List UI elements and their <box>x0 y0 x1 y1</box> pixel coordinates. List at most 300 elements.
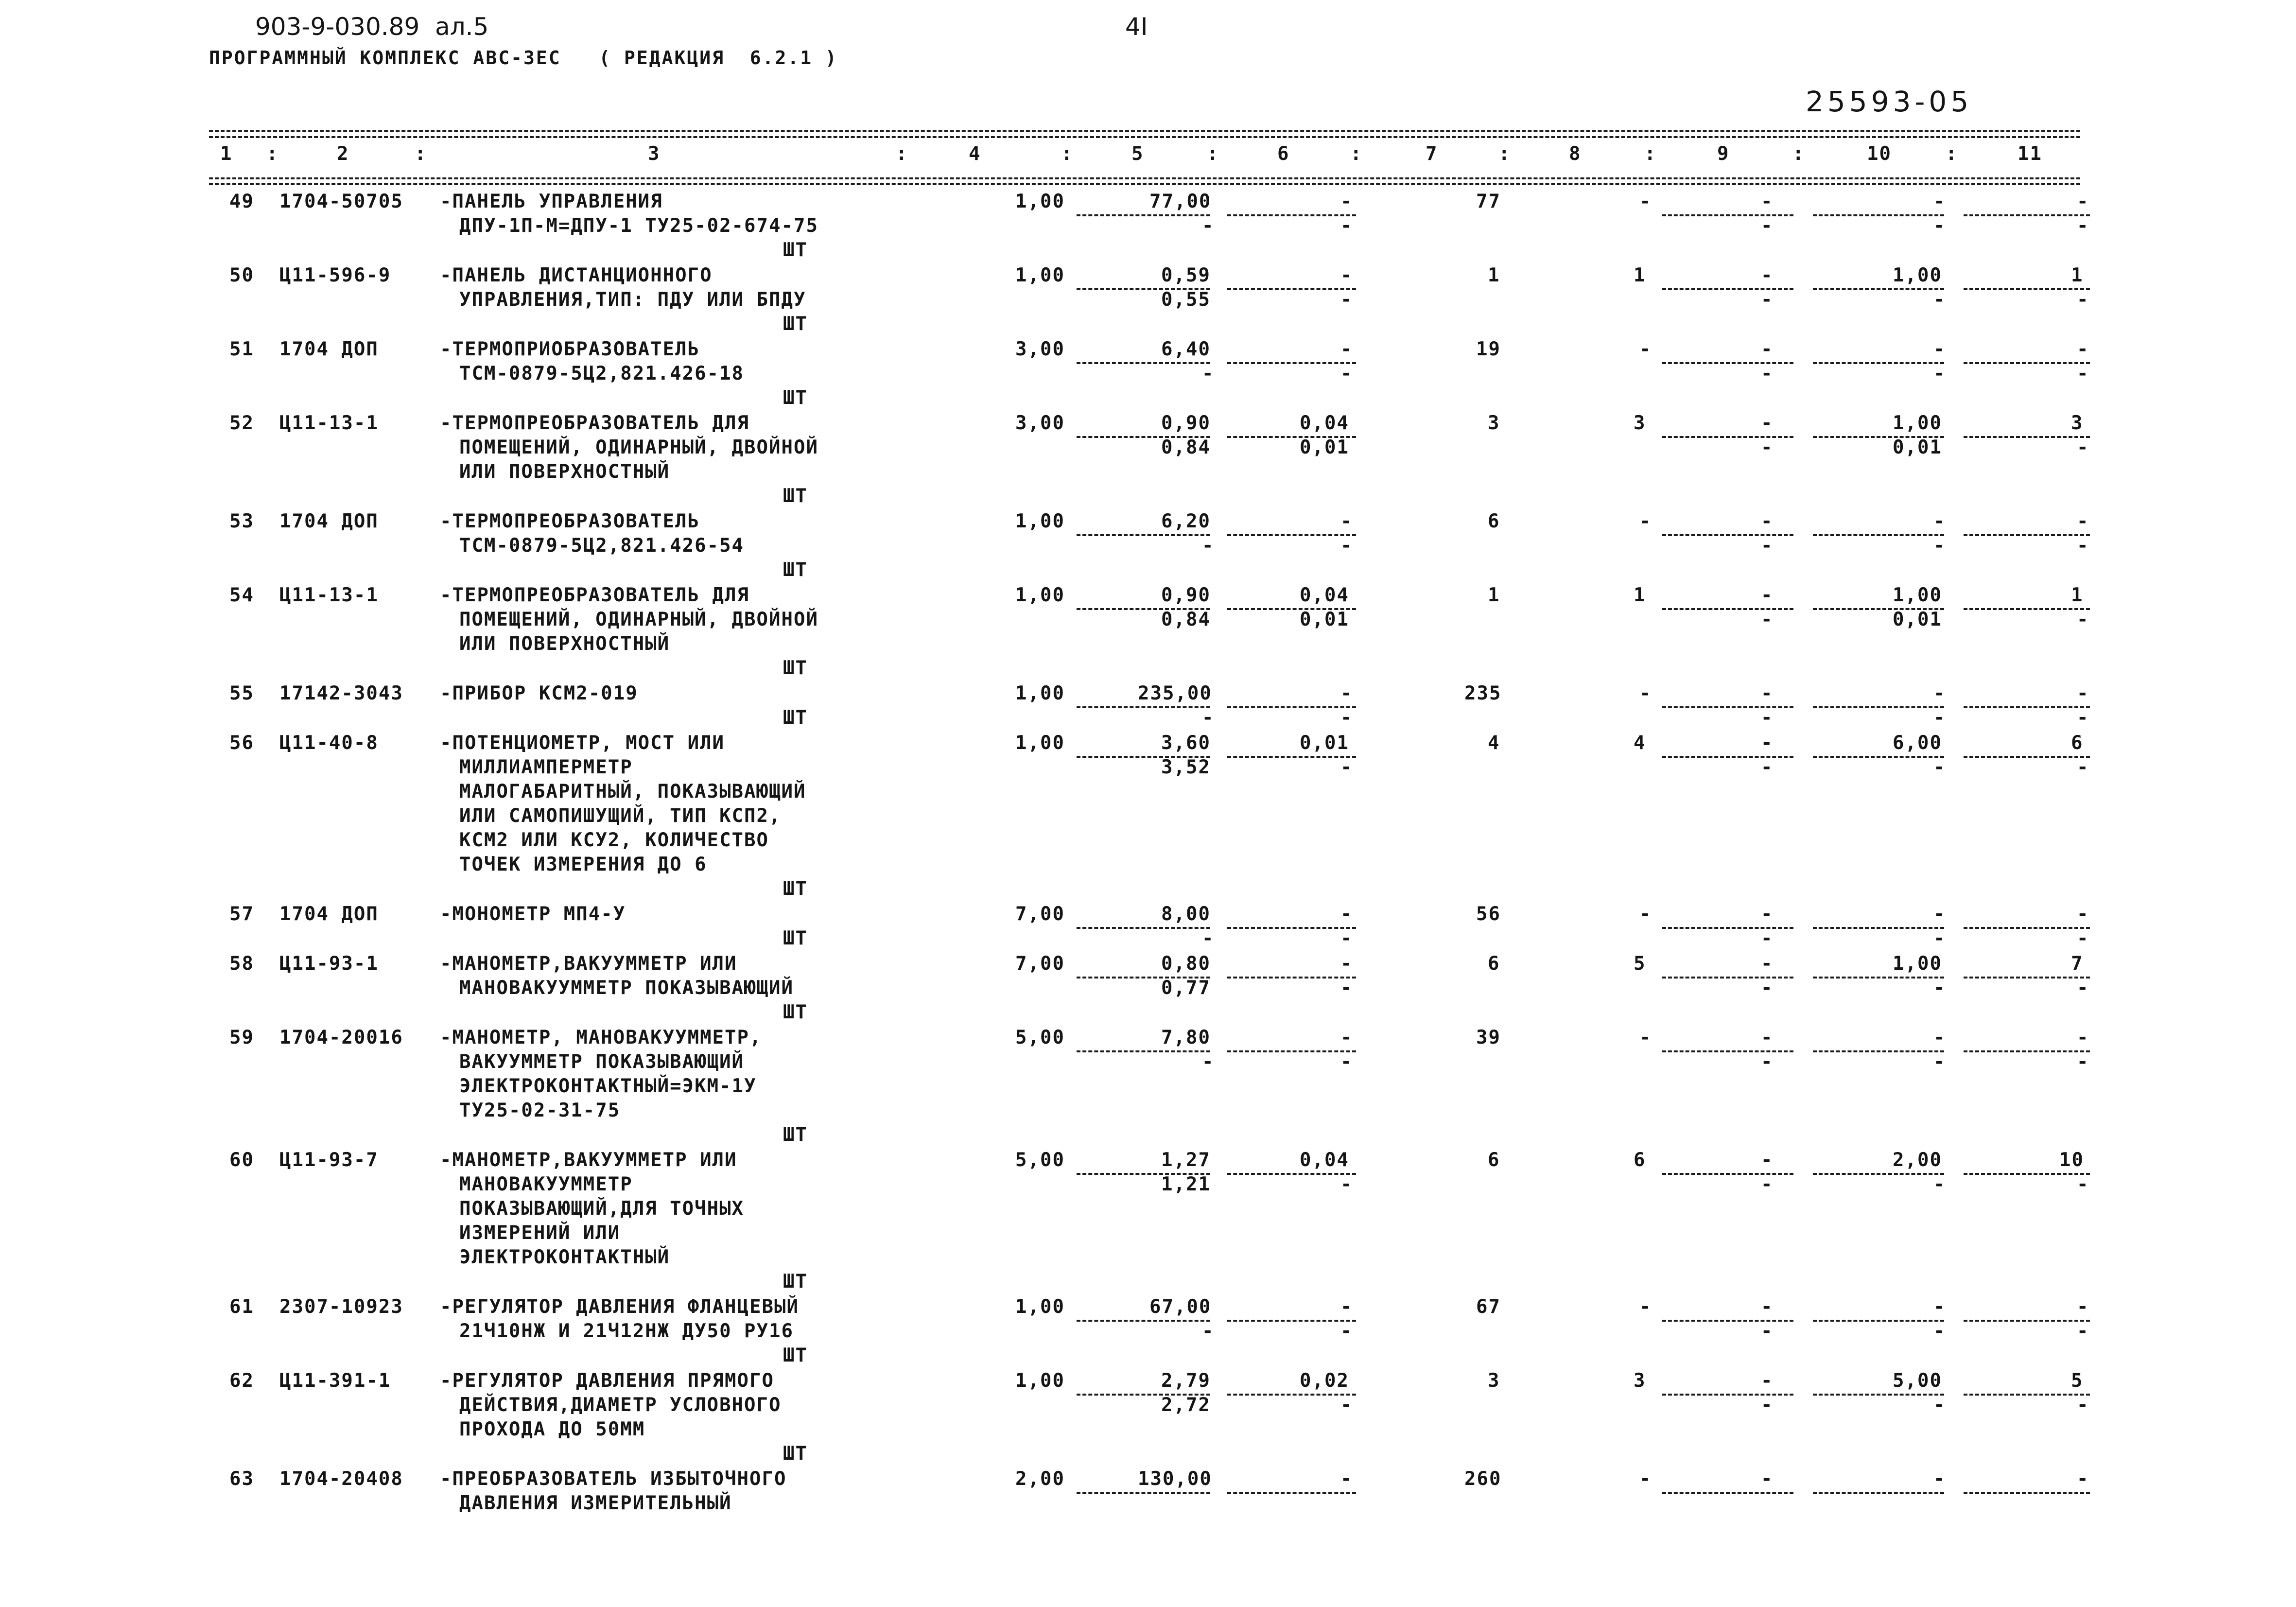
header-rule-top-2 <box>209 136 2080 138</box>
cell-col6: 0,04 <box>1300 584 1349 606</box>
cell-col5: 7,80 <box>1161 1027 1211 1048</box>
cell-col6: - <box>1340 903 1353 925</box>
cell-col5-second: 3,52 <box>1161 756 1211 778</box>
row-unit: ШТ <box>783 707 808 729</box>
cell-col5: 235,00 <box>1138 682 1212 704</box>
cell-col6-second: - <box>1340 1320 1353 1342</box>
row-description: -ПРИБОР КСМ2-019 <box>440 682 638 704</box>
cell-col5-second: - <box>1202 215 1215 237</box>
column-separator: : <box>1350 143 1363 165</box>
cell-col10-second: - <box>1933 927 1946 949</box>
cell-col6-second: 0,01 <box>1300 437 1349 458</box>
cell-col9: - <box>1761 264 1774 286</box>
cell-col9-second: - <box>1761 609 1774 630</box>
cell-col10-second: - <box>1933 363 1946 384</box>
underline-col9 <box>1662 436 1793 438</box>
cell-col4: 1,00 <box>1015 732 1065 754</box>
row-description: ЭЛЕКТРОКОНТАКТНЫЙ <box>459 1246 670 1268</box>
underline-col6 <box>1227 362 1356 364</box>
page-number: 4I <box>1125 13 1148 41</box>
cell-col10: 1,00 <box>1893 584 1942 606</box>
row-description: -МАНОМЕТР,ВАКУУММЕТР ИЛИ <box>440 953 737 975</box>
column-separator: : <box>1498 143 1511 165</box>
underline-col10 <box>1813 927 1944 929</box>
cell-col9: - <box>1761 584 1774 606</box>
row-description: ТОЧЕК ИЗМЕРЕНИЯ ДО 6 <box>459 854 707 875</box>
cell-col11-second: - <box>2077 927 2089 949</box>
row-description: -ПРЕОБРАЗОВАТЕЛЬ ИЗБЫТОЧНОГО <box>440 1468 787 1490</box>
cell-col11: 1 <box>2071 264 2084 286</box>
underline-col11 <box>1964 362 2090 364</box>
column-separator: : <box>266 143 279 165</box>
column-separator: : <box>896 143 908 165</box>
cell-col10: - <box>1933 1027 1946 1048</box>
row-number: 56 <box>229 732 254 754</box>
row-code: Ц11-93-1 <box>279 953 379 975</box>
cell-col9-second: - <box>1761 1394 1774 1416</box>
cell-col5-second: - <box>1202 363 1215 384</box>
row-description: ПРОХОДА ДО 50ММ <box>459 1418 645 1440</box>
cell-col8: 3 <box>1634 1370 1646 1392</box>
cell-col8: - <box>1639 1468 1652 1490</box>
underline-col6 <box>1227 214 1356 216</box>
header-rule-top <box>209 130 2080 132</box>
underline-col10 <box>1813 1320 1944 1322</box>
row-description: ДПУ-1П-М=ДПУ-1 ТУ25-02-674-75 <box>459 215 818 237</box>
column-header-9: 9 <box>1717 143 1730 165</box>
row-description: МИЛЛИАМПЕРМЕТР <box>459 756 633 778</box>
row-description: ИЛИ САМОПИШУЩИЙ, ТИП КСП2, <box>459 805 782 827</box>
row-code: 17142-3043 <box>279 682 403 704</box>
cell-col8: 5 <box>1634 953 1646 975</box>
row-unit: ШТ <box>783 1271 808 1293</box>
underline-col6 <box>1227 1320 1356 1322</box>
underline-col11 <box>1964 977 2090 978</box>
cell-col8: 1 <box>1634 584 1646 606</box>
column-separator: : <box>415 143 427 165</box>
cell-col7: 77 <box>1476 191 1501 212</box>
column-separator: : <box>1644 143 1657 165</box>
cell-col11: - <box>2077 1027 2089 1048</box>
underline-col11 <box>1964 1320 2090 1322</box>
row-description: 21Ч10НЖ И 21Ч12НЖ ДУ50 РУ16 <box>459 1320 794 1342</box>
cell-col7: 1 <box>1488 264 1500 286</box>
cell-col6: - <box>1340 338 1353 360</box>
cell-col10-second: - <box>1933 1320 1946 1342</box>
cell-col5: 0,80 <box>1161 953 1211 975</box>
cell-col5: 2,79 <box>1161 1370 1211 1392</box>
cell-col10: 1,00 <box>1893 264 1942 286</box>
cell-col10: - <box>1933 1296 1946 1318</box>
cell-col11: 6 <box>2071 732 2084 754</box>
cell-col6: 0,04 <box>1300 412 1349 434</box>
row-description: ЭЛЕКТРОКОНТАКТНЫЙ=ЭКМ-1У <box>459 1075 757 1097</box>
cell-col10: 6,00 <box>1893 732 1942 754</box>
cell-col8: - <box>1639 903 1652 925</box>
column-header-5: 5 <box>1131 143 1144 165</box>
cell-col10: - <box>1933 191 1946 212</box>
cell-col11-second: - <box>2077 437 2089 458</box>
cell-col6-second: - <box>1340 1394 1353 1416</box>
row-number: 58 <box>229 953 254 975</box>
cell-col7: 260 <box>1464 1468 1502 1490</box>
cell-col5-second: - <box>1202 1051 1215 1073</box>
cell-col7: 235 <box>1464 682 1502 704</box>
cell-col8: - <box>1639 338 1652 360</box>
cell-col11-second: - <box>2077 1173 2089 1195</box>
cell-col8: - <box>1639 1296 1652 1318</box>
underline-col6 <box>1227 927 1356 929</box>
cell-col9-second: - <box>1761 1173 1774 1195</box>
column-header-2: 2 <box>337 143 349 165</box>
row-unit: ШТ <box>783 878 808 900</box>
cell-col6-second: - <box>1340 707 1353 729</box>
cell-col5: 130,00 <box>1138 1468 1212 1490</box>
cell-col10: - <box>1933 338 1946 360</box>
cell-col11-second: - <box>2077 756 2089 778</box>
cell-col6-second: - <box>1340 977 1353 999</box>
underline-col11 <box>1964 214 2090 216</box>
cell-col4: 1,00 <box>1015 1370 1065 1392</box>
cell-col6: 0,04 <box>1300 1149 1349 1171</box>
cell-col11: - <box>2077 682 2089 704</box>
underline-col9 <box>1662 1394 1793 1396</box>
underline-col5 <box>1077 1320 1210 1322</box>
cell-col11-second: - <box>2077 215 2089 237</box>
row-description: МАНОВАКУУММЕТР <box>459 1173 633 1195</box>
underline-col11 <box>1964 436 2090 438</box>
cell-col11-second: - <box>2077 363 2089 384</box>
row-description: ИЗМЕРЕНИЙ ИЛИ <box>459 1222 621 1244</box>
underline-col5 <box>1077 706 1210 708</box>
cell-col4: 7,00 <box>1015 953 1065 975</box>
underline-col10 <box>1813 1492 1944 1494</box>
cell-col7: 6 <box>1488 510 1500 532</box>
cell-col10-second: - <box>1933 1051 1946 1073</box>
row-description: ТУ25-02-31-75 <box>459 1100 621 1121</box>
underline-col5 <box>1077 1492 1210 1494</box>
cell-col10-second: 0,01 <box>1893 609 1942 630</box>
cell-col4: 1,00 <box>1015 264 1065 286</box>
row-description: ДАВЛЕНИЯ ИЗМЕРИТЕЛЬНЫЙ <box>459 1492 732 1514</box>
cell-col11: - <box>2077 191 2089 212</box>
cell-col9-second: - <box>1761 707 1774 729</box>
row-description: -МАНОМЕТР,ВАКУУММЕТР ИЛИ <box>440 1149 737 1171</box>
cell-col9: - <box>1761 1027 1774 1048</box>
cell-col10-second: - <box>1933 1394 1946 1416</box>
cell-col10: - <box>1933 903 1946 925</box>
row-description: -РЕГУЛЯТОР ДАВЛЕНИЯ ФЛАНЦЕВЫЙ <box>440 1296 799 1318</box>
cell-col5-second: 0,84 <box>1161 437 1211 458</box>
row-description: -ПАНЕЛЬ ДИСТАНЦИОННОГО <box>440 264 713 286</box>
row-description: МАЛОГАБАРИТНЫЙ, ПОКАЗЫВАЮЩИЙ <box>459 781 806 803</box>
underline-col9 <box>1662 927 1793 929</box>
row-number: 54 <box>229 584 254 606</box>
row-code: 1704-20408 <box>279 1468 403 1490</box>
row-unit: ШТ <box>783 1001 808 1023</box>
header-rule-bottom <box>209 177 2080 179</box>
cell-col9: - <box>1761 1468 1774 1490</box>
row-description: -МОНОМЕТР МП4-У <box>440 903 626 925</box>
cell-col11: 7 <box>2071 953 2084 975</box>
cell-col4: 7,00 <box>1015 903 1065 925</box>
cell-col11: - <box>2077 903 2089 925</box>
underline-col9 <box>1662 1050 1793 1052</box>
cell-col9-second: - <box>1761 363 1774 384</box>
row-code: Ц11-93-7 <box>279 1149 379 1171</box>
cell-col6: 0,01 <box>1300 732 1349 754</box>
cell-col5-second: 0,77 <box>1161 977 1211 999</box>
cell-col5: 1,27 <box>1161 1149 1211 1171</box>
cell-col7: 6 <box>1488 953 1500 975</box>
cell-col5: 3,60 <box>1161 732 1211 754</box>
underline-col9 <box>1662 608 1793 610</box>
cell-col5: 6,40 <box>1161 338 1211 360</box>
cell-col9-second: - <box>1761 289 1774 311</box>
cell-col11-second: - <box>2077 609 2089 630</box>
row-code: Ц11-40-8 <box>279 732 379 754</box>
row-code: 1704-20016 <box>279 1027 403 1048</box>
row-description: -ТЕРМОПРЕОБРАЗОВАТЕЛЬ ДЛЯ <box>440 412 749 434</box>
cell-col9: - <box>1761 510 1774 532</box>
row-unit: ШТ <box>783 313 808 335</box>
row-description: -ПАНЕЛЬ УПРАВЛЕНИЯ <box>440 191 663 212</box>
column-header-11: 11 <box>2018 143 2042 165</box>
cell-col10-second: - <box>1933 756 1946 778</box>
row-number: 62 <box>229 1370 254 1392</box>
cell-col9-second: - <box>1761 927 1774 949</box>
cell-col9: - <box>1761 903 1774 925</box>
row-description: ИЛИ ПОВЕРХНОСТНЫЙ <box>459 633 670 655</box>
row-description: ПОМЕЩЕНИЙ, ОДИНАРНЫЙ, ДВОЙНОЙ <box>459 609 818 630</box>
cell-col10: 5,00 <box>1893 1370 1942 1392</box>
underline-col10 <box>1813 977 1944 978</box>
cell-col9: - <box>1761 338 1774 360</box>
cell-col11: - <box>2077 1296 2089 1318</box>
cell-col8: 6 <box>1634 1149 1646 1171</box>
row-number: 59 <box>229 1027 254 1048</box>
row-unit: ШТ <box>783 1345 808 1366</box>
row-description: -ПОТЕНЦИОМЕТР, МОСТ ИЛИ <box>440 732 725 754</box>
underline-col9 <box>1662 288 1793 290</box>
underline-col10 <box>1813 534 1944 536</box>
cell-col5: 0,59 <box>1161 264 1211 286</box>
cell-col7: 4 <box>1488 732 1500 754</box>
cell-col6-second: - <box>1340 215 1353 237</box>
underline-col6 <box>1227 1173 1356 1175</box>
cell-col7: 1 <box>1488 584 1500 606</box>
cell-col4: 1,00 <box>1015 682 1065 704</box>
column-header-10: 10 <box>1867 143 1892 165</box>
underline-col9 <box>1662 1492 1793 1494</box>
cell-col5: 77,00 <box>1149 191 1212 212</box>
cell-col5: 0,90 <box>1161 584 1211 606</box>
cell-col5-second: 1,21 <box>1161 1173 1211 1195</box>
cell-col9: - <box>1761 1296 1774 1318</box>
row-number: 49 <box>229 191 254 212</box>
cell-col6: - <box>1340 264 1353 286</box>
column-separator: : <box>1061 143 1074 165</box>
cell-col8: - <box>1639 510 1652 532</box>
cell-col11: 10 <box>2059 1149 2084 1171</box>
cell-col8: - <box>1639 682 1652 704</box>
cell-col11-second: - <box>2077 977 2089 999</box>
cell-col5-second: 0,84 <box>1161 609 1211 630</box>
column-header-3: 3 <box>648 143 661 165</box>
cell-col6: 0,02 <box>1300 1370 1349 1392</box>
cell-col4: 1,00 <box>1015 191 1065 212</box>
underline-col5 <box>1077 214 1210 216</box>
underline-col6 <box>1227 706 1356 708</box>
underline-col10 <box>1813 706 1944 708</box>
cell-col10: - <box>1933 510 1946 532</box>
cell-col8: - <box>1639 191 1652 212</box>
cell-col11-second: - <box>2077 1051 2089 1073</box>
underline-col9 <box>1662 706 1793 708</box>
row-description: ИЛИ ПОВЕРХНОСТНЫЙ <box>459 461 670 483</box>
cell-col5-second: 2,72 <box>1161 1394 1211 1416</box>
cell-col8: 4 <box>1634 732 1646 754</box>
row-unit: ШТ <box>783 927 808 949</box>
cell-col9-second: - <box>1761 1051 1774 1073</box>
cell-col8: 3 <box>1634 412 1646 434</box>
cell-col6-second: - <box>1340 1051 1353 1073</box>
row-description: -ТЕРМОПРИОБРАЗОВАТЕЛЬ <box>440 338 700 360</box>
underline-col6 <box>1227 534 1356 536</box>
underline-col11 <box>1964 608 2090 610</box>
row-code: Ц11-13-1 <box>279 584 379 606</box>
underline-col10 <box>1813 1050 1944 1052</box>
row-code: Ц11-13-1 <box>279 412 379 434</box>
cell-col7: 56 <box>1476 903 1501 925</box>
cell-col5: 0,90 <box>1161 412 1211 434</box>
underline-col9 <box>1662 1173 1793 1175</box>
cell-col9-second: - <box>1761 977 1774 999</box>
cell-col10-second: - <box>1933 289 1946 311</box>
cell-col5-second: - <box>1202 535 1215 557</box>
row-description: МАНОВАКУУММЕТР ПОКАЗЫВАЮЩИЙ <box>459 977 794 999</box>
cell-col4: 1,00 <box>1015 1296 1065 1318</box>
cell-col9-second: - <box>1761 756 1774 778</box>
cell-col6-second: 0,01 <box>1300 609 1349 630</box>
underline-col6 <box>1227 1492 1356 1494</box>
cell-col10-second: - <box>1933 977 1946 999</box>
row-number: 51 <box>229 338 254 360</box>
underline-col11 <box>1964 534 2090 536</box>
row-description: ТСМ-0879-5Ц2,821.426-54 <box>459 535 745 557</box>
cell-col7: 3 <box>1488 1370 1500 1392</box>
cell-col9-second: - <box>1761 1320 1774 1342</box>
row-number: 52 <box>229 412 254 434</box>
column-separator: : <box>1946 143 1958 165</box>
cell-col9: - <box>1761 732 1774 754</box>
cell-col10: - <box>1933 682 1946 704</box>
underline-col6 <box>1227 977 1356 978</box>
cell-col6: - <box>1340 510 1353 532</box>
underline-col10 <box>1813 288 1944 290</box>
cell-col6: - <box>1340 682 1353 704</box>
cell-col6-second: - <box>1340 756 1353 778</box>
cell-col5: 67,00 <box>1149 1296 1212 1318</box>
cell-col5: 8,00 <box>1161 903 1211 925</box>
cell-col8: - <box>1639 1027 1652 1048</box>
cell-col11: - <box>2077 338 2089 360</box>
cell-col11-second: - <box>2077 289 2089 311</box>
cell-col10-second: - <box>1933 1173 1946 1195</box>
cell-col11: 3 <box>2071 412 2084 434</box>
cell-col11-second: - <box>2077 707 2089 729</box>
underline-col9 <box>1662 214 1793 216</box>
cell-col9: - <box>1761 191 1774 212</box>
cell-col4: 5,00 <box>1015 1149 1065 1171</box>
cell-col9-second: - <box>1761 535 1774 557</box>
underline-col11 <box>1964 288 2090 290</box>
cell-col7: 67 <box>1476 1296 1501 1318</box>
row-number: 61 <box>229 1296 254 1318</box>
cell-col11-second: - <box>2077 535 2089 557</box>
underline-col11 <box>1964 1050 2090 1052</box>
cell-col10-second: 0,01 <box>1893 437 1942 458</box>
cell-col5-second: - <box>1202 707 1215 729</box>
cell-col10: 1,00 <box>1893 953 1942 975</box>
column-header-8: 8 <box>1569 143 1582 165</box>
underline-col9 <box>1662 756 1793 758</box>
cell-col9: - <box>1761 412 1774 434</box>
row-number: 55 <box>229 682 254 704</box>
underline-col5 <box>1077 362 1210 364</box>
cell-col9: - <box>1761 1370 1774 1392</box>
column-separator: : <box>1207 143 1219 165</box>
row-description: КСМ2 ИЛИ КСУ2, КОЛИЧЕСТВО <box>459 829 769 851</box>
cell-col11-second: - <box>2077 1394 2089 1416</box>
row-description: ПОМЕЩЕНИЙ, ОДИНАРНЫЙ, ДВОЙНОЙ <box>459 437 818 458</box>
underline-col10 <box>1813 1173 1944 1175</box>
cell-col4: 1,00 <box>1015 584 1065 606</box>
cell-col6: - <box>1340 953 1353 975</box>
cell-col6-second: - <box>1340 289 1353 311</box>
underline-col5 <box>1077 534 1210 536</box>
row-unit: ШТ <box>783 1124 808 1146</box>
cell-col7: 6 <box>1488 1149 1500 1171</box>
cell-col9-second: - <box>1761 437 1774 458</box>
underline-col5 <box>1077 927 1210 929</box>
row-description: ДЕЙСТВИЯ,ДИАМЕТР УСЛОВНОГО <box>459 1394 782 1416</box>
cell-col9: - <box>1761 953 1774 975</box>
cell-col5-second: 0,55 <box>1161 289 1211 311</box>
cell-col4: 1,00 <box>1015 510 1065 532</box>
cell-col6: - <box>1340 1027 1353 1048</box>
row-unit: ШТ <box>783 485 808 507</box>
cell-col7: 39 <box>1476 1027 1501 1048</box>
cell-col6-second: - <box>1340 363 1353 384</box>
cell-col4: 2,00 <box>1015 1468 1065 1490</box>
row-code: 1704 ДОП <box>279 510 379 532</box>
underline-col10 <box>1813 362 1944 364</box>
cell-col9: - <box>1761 682 1774 704</box>
cell-col9-second: - <box>1761 215 1774 237</box>
cell-col6: - <box>1340 1296 1353 1318</box>
underline-col11 <box>1964 756 2090 758</box>
row-code: Ц11-596-9 <box>279 264 391 286</box>
row-description: УПРАВЛЕНИЯ,ТИП: ПДУ ИЛИ БПДУ <box>459 289 806 311</box>
row-description: ТСМ-0879-5Ц2,821.426-18 <box>459 363 745 384</box>
column-separator: : <box>1792 143 1805 165</box>
row-description: ВАКУУММЕТР ПОКАЗЫВАЮЩИЙ <box>459 1051 745 1073</box>
row-number: 50 <box>229 264 254 286</box>
row-description: -РЕГУЛЯТОР ДАВЛЕНИЯ ПРЯМОГО <box>440 1370 774 1392</box>
row-code: 1704 ДОП <box>279 338 379 360</box>
cell-col6: - <box>1340 1468 1353 1490</box>
